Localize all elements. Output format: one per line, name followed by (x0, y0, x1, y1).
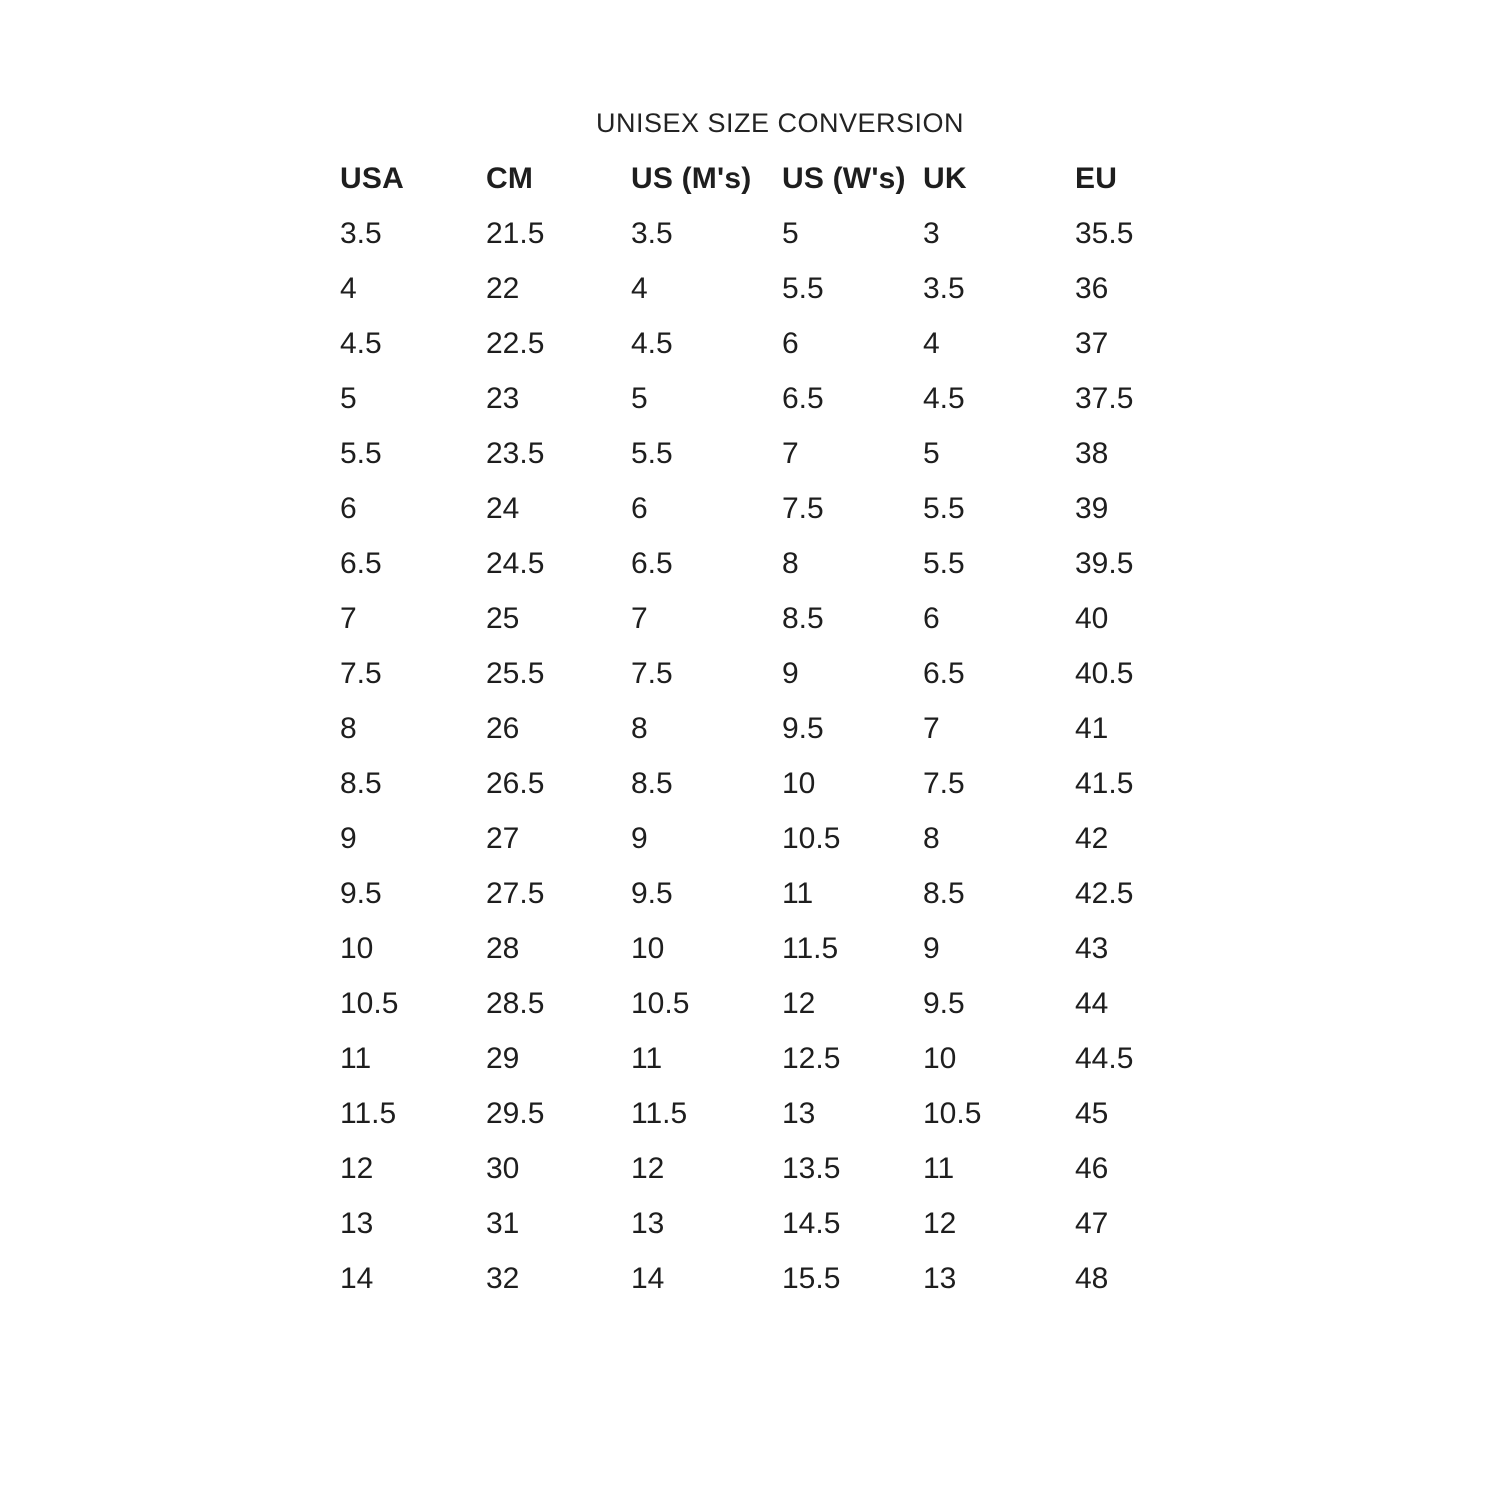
size-cell: 6.5 (340, 547, 382, 580)
size-cell: 26.5 (486, 767, 545, 800)
size-cell: 8 (631, 712, 648, 745)
size-cell: 9 (340, 822, 357, 855)
size-cell: 7.5 (923, 767, 965, 800)
size-cell: 29.5 (486, 1097, 545, 1130)
size-cell: 28 (486, 932, 520, 965)
size-cell: 30 (486, 1152, 520, 1185)
table-row (340, 1086, 1205, 1141)
size-cell: 9.5 (782, 712, 824, 745)
table-row (340, 921, 1205, 976)
size-cell: 7 (631, 602, 648, 635)
table-row (340, 1031, 1205, 1086)
size-cell: 24 (486, 492, 520, 525)
size-cell: 12 (340, 1152, 374, 1185)
size-cell: 43 (1075, 932, 1109, 965)
size-cell: 44 (1075, 987, 1109, 1020)
size-cell: 5.5 (782, 272, 824, 305)
size-cell: 38 (1075, 437, 1109, 470)
size-cell: 11.5 (340, 1097, 397, 1130)
size-cell: 8.5 (340, 767, 382, 800)
size-cell: 9 (782, 657, 799, 690)
size-cell: 10.5 (782, 822, 841, 855)
size-cell: 6 (923, 602, 940, 635)
size-cell: 45 (1075, 1097, 1109, 1130)
size-cell: 14 (631, 1262, 665, 1295)
size-cell: 48 (1075, 1262, 1109, 1295)
size-cell: 26 (486, 712, 520, 745)
size-cell: 5.5 (340, 437, 382, 470)
size-cell: 8 (923, 822, 940, 855)
size-cell: 35.5 (1075, 217, 1134, 250)
size-cell: 7 (923, 712, 940, 745)
size-cell: 13.5 (782, 1152, 841, 1185)
size-cell: 4 (340, 272, 357, 305)
size-cell: 15.5 (782, 1262, 841, 1295)
size-cell: 8.5 (923, 877, 965, 910)
size-cell: 7.5 (631, 657, 673, 690)
size-cell: 7 (340, 602, 357, 635)
size-cell: 10 (340, 932, 374, 965)
size-cell: 11.5 (631, 1097, 688, 1130)
table-row (340, 701, 1205, 756)
size-cell: 5 (923, 437, 940, 470)
size-cell: 9.5 (923, 987, 965, 1020)
table-row (340, 206, 1205, 261)
size-cell: 3.5 (340, 217, 382, 250)
size-cell: 23 (486, 382, 520, 415)
size-cell: 10 (631, 932, 665, 965)
size-cell: 5.5 (631, 437, 673, 470)
size-cell: 8 (782, 547, 799, 580)
column-header-uk: UK (923, 162, 967, 195)
size-cell: 4.5 (631, 327, 673, 360)
size-cell: 39.5 (1075, 547, 1134, 580)
size-cell: 8 (340, 712, 357, 745)
size-cell: 6 (631, 492, 648, 525)
size-cell: 25 (486, 602, 520, 635)
size-cell: 9 (631, 822, 648, 855)
table-row (340, 1196, 1205, 1251)
size-cell: 8.5 (782, 602, 824, 635)
size-cell: 8.5 (631, 767, 673, 800)
size-cell: 5.5 (923, 547, 965, 580)
size-cell: 4 (631, 272, 648, 305)
size-cell: 6.5 (631, 547, 673, 580)
size-cell: 5 (340, 382, 357, 415)
table-row (340, 261, 1205, 316)
size-cell: 3.5 (923, 272, 965, 305)
size-cell: 14.5 (782, 1207, 841, 1240)
size-cell: 13 (340, 1207, 374, 1240)
size-cell: 39 (1075, 492, 1109, 525)
table-row (340, 866, 1205, 921)
size-cell: 24.5 (486, 547, 545, 580)
size-cell: 9 (923, 932, 940, 965)
size-cell: 37.5 (1075, 382, 1134, 415)
table-row (340, 316, 1205, 371)
size-cell: 40 (1075, 602, 1109, 635)
size-cell: 9.5 (631, 877, 673, 910)
size-cell: 41 (1075, 712, 1109, 745)
size-cell: 23.5 (486, 437, 545, 470)
size-cell: 3.5 (631, 217, 673, 250)
size-cell: 40.5 (1075, 657, 1134, 690)
size-cell: 6 (340, 492, 357, 525)
size-cell: 47 (1075, 1207, 1109, 1240)
size-cell: 13 (923, 1262, 957, 1295)
size-cell: 29 (486, 1042, 520, 1075)
size-cell: 11 (631, 1042, 663, 1075)
size-cell: 28.5 (486, 987, 545, 1020)
size-cell: 31 (486, 1207, 520, 1240)
size-conversion-table (340, 151, 1205, 1306)
size-cell: 41.5 (1075, 767, 1134, 800)
size-cell: 10 (782, 767, 816, 800)
column-header-usa: USA (340, 162, 404, 195)
table-row (340, 976, 1205, 1031)
size-cell: 9.5 (340, 877, 382, 910)
size-cell: 6.5 (782, 382, 824, 415)
column-header-us-w-s: US (W's) (782, 162, 906, 195)
size-cell: 37 (1075, 327, 1109, 360)
size-cell: 42.5 (1075, 877, 1134, 910)
size-cell: 11 (340, 1042, 372, 1075)
size-cell: 11 (923, 1152, 955, 1185)
size-cell: 10 (923, 1042, 957, 1075)
table-row (340, 756, 1205, 811)
size-cell: 7.5 (782, 492, 824, 525)
size-cell: 7 (782, 437, 799, 470)
table-row (340, 536, 1205, 591)
table-row (340, 646, 1205, 701)
size-cell: 22.5 (486, 327, 545, 360)
size-cell: 4 (923, 327, 940, 360)
size-cell: 27.5 (486, 877, 545, 910)
table-row (340, 481, 1205, 536)
size-cell: 27 (486, 822, 520, 855)
table-row (340, 1141, 1205, 1196)
size-cell: 46 (1075, 1152, 1109, 1185)
size-cell: 12.5 (782, 1042, 841, 1075)
size-cell: 6 (782, 327, 799, 360)
column-header-cm: CM (486, 162, 534, 195)
size-cell: 22 (486, 272, 520, 305)
size-cell: 44.5 (1075, 1042, 1134, 1075)
size-cell: 32 (486, 1262, 520, 1295)
table-row (340, 426, 1205, 481)
size-cell: 10.5 (340, 987, 399, 1020)
size-cell: 12 (923, 1207, 957, 1240)
size-cell: 4.5 (340, 327, 382, 360)
size-cell: 4.5 (923, 382, 965, 415)
size-cell: 7.5 (340, 657, 382, 690)
size-cell: 10.5 (631, 987, 690, 1020)
column-header-us-m-s: US (M's) (631, 162, 752, 195)
table-body (340, 206, 1205, 1306)
size-cell: 6.5 (923, 657, 965, 690)
page-title: UNISEX SIZE CONVERSION (595, 108, 965, 138)
table-row (340, 591, 1205, 646)
size-cell: 13 (631, 1207, 665, 1240)
column-header-eu: EU (1075, 162, 1118, 195)
size-cell: 5 (782, 217, 799, 250)
size-cell: 11.5 (782, 932, 839, 965)
table-header-row (340, 151, 1205, 206)
size-cell: 12 (631, 1152, 665, 1185)
size-cell: 21.5 (486, 217, 545, 250)
table-row (340, 1251, 1205, 1306)
table-row (340, 811, 1205, 866)
size-cell: 25.5 (486, 657, 545, 690)
size-cell: 5.5 (923, 492, 965, 525)
table-row (340, 371, 1205, 426)
size-cell: 3 (923, 217, 940, 250)
size-cell: 13 (782, 1097, 816, 1130)
size-cell: 36 (1075, 272, 1109, 305)
size-cell: 11 (782, 877, 814, 910)
size-cell: 12 (782, 987, 816, 1020)
size-cell: 10.5 (923, 1097, 982, 1130)
size-cell: 14 (340, 1262, 374, 1295)
size-cell: 5 (631, 382, 648, 415)
size-cell: 42 (1075, 822, 1109, 855)
